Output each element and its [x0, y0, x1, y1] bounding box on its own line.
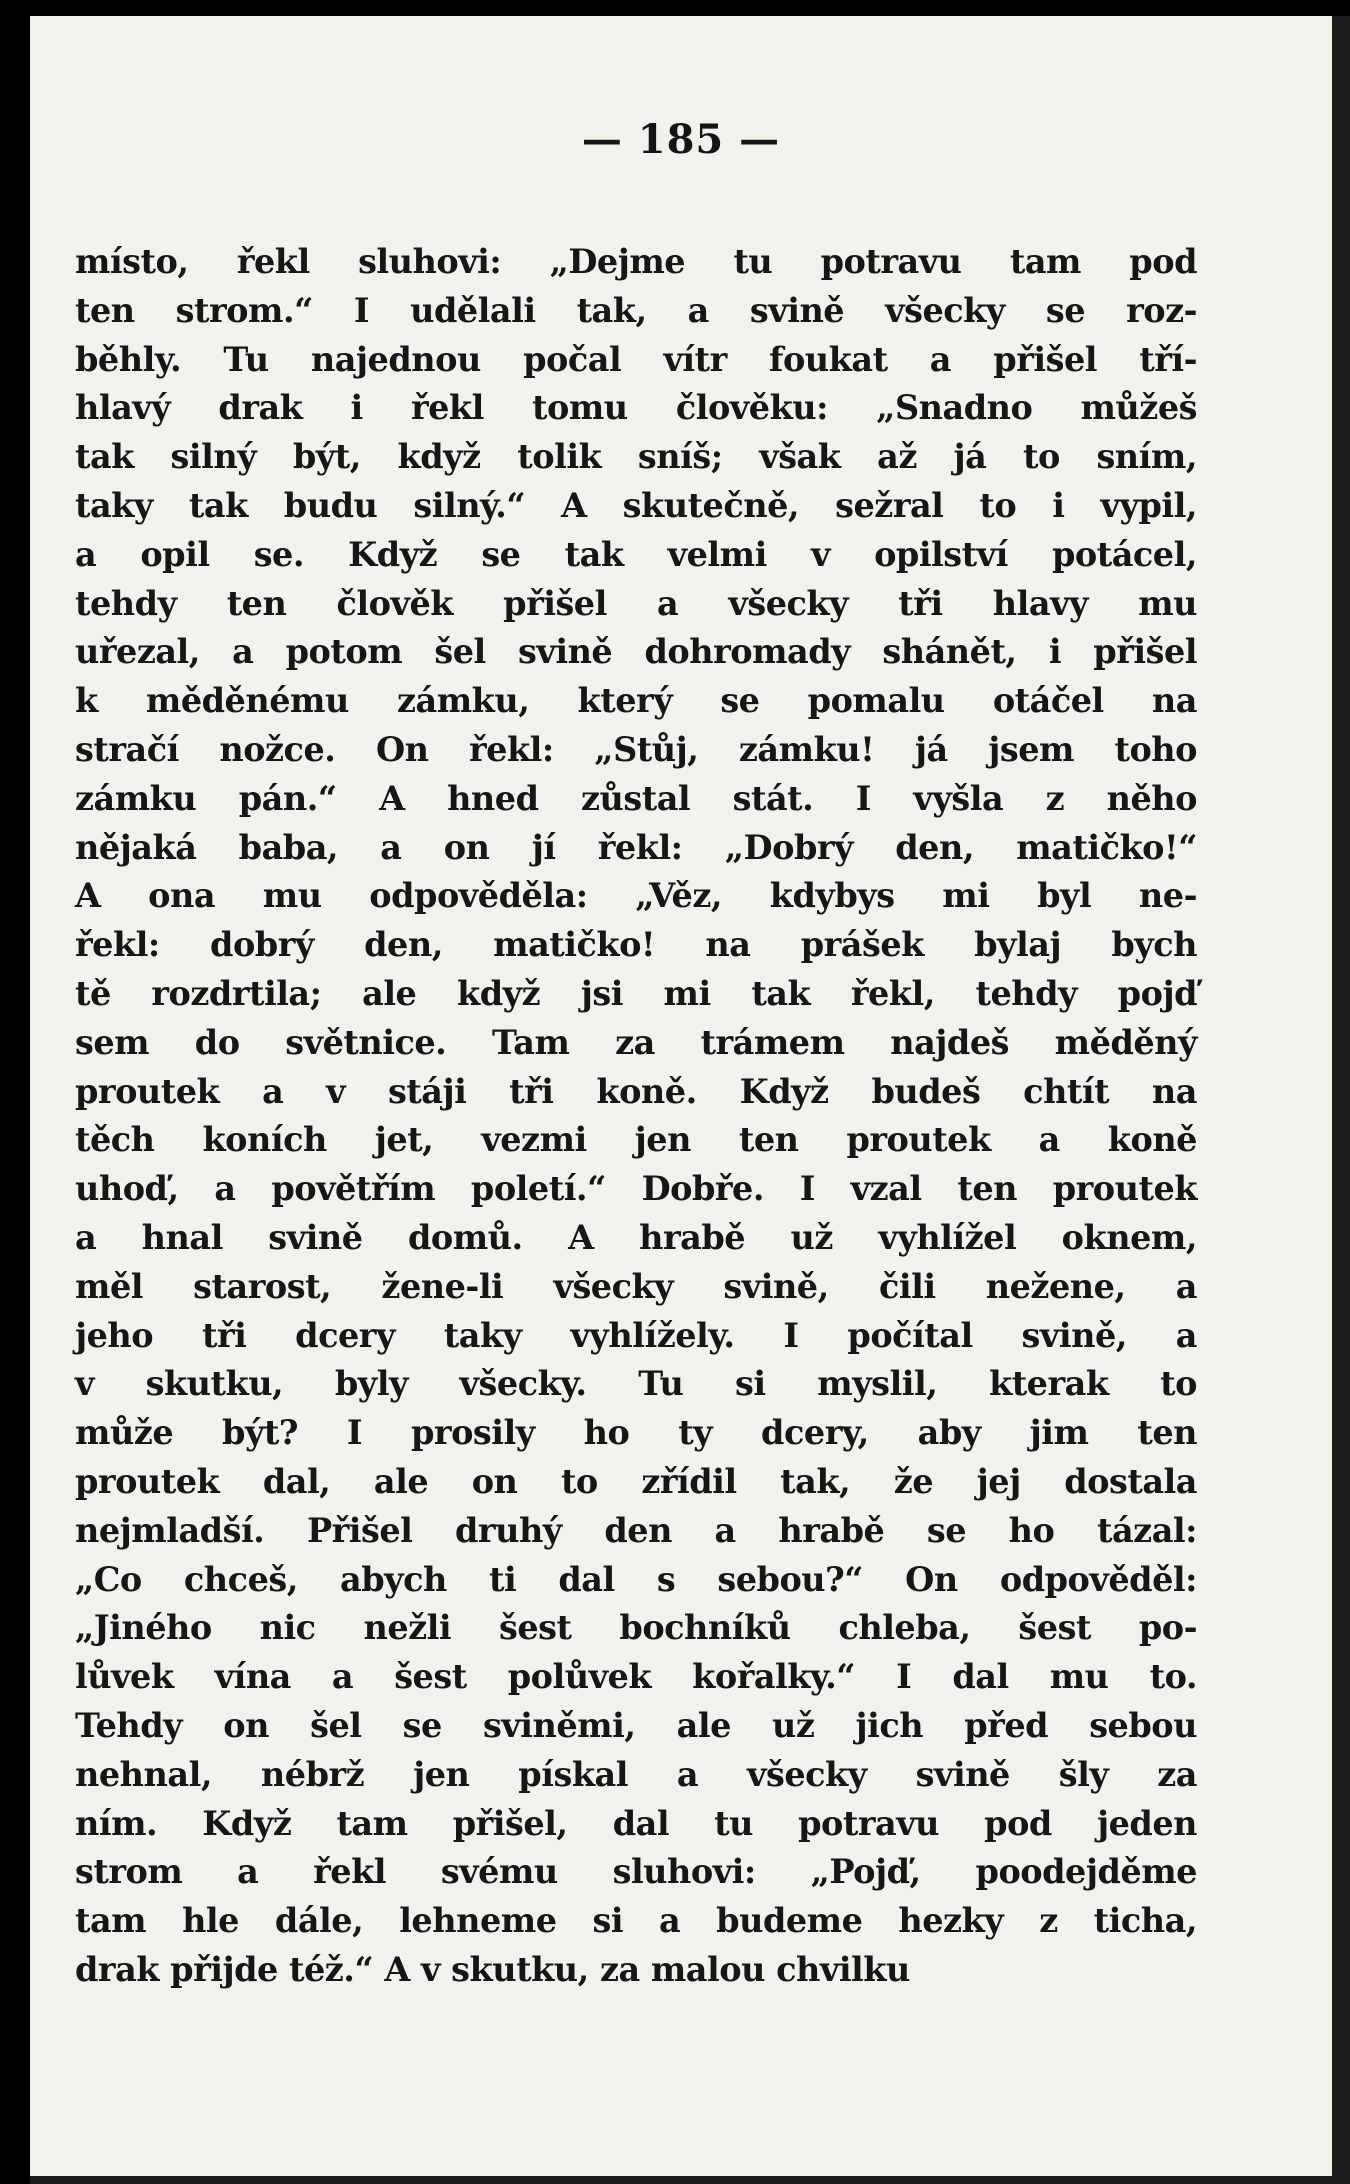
text-line: hlavý drak i řekl tomu člověku: „Snadno můžeš — [75, 388, 1197, 428]
text-line: proutek a v stáji tři koně. Když budeš chtít na — [75, 1071, 1197, 1111]
text-line: ním. Když tam přišel, dal tu potravu pod jeden — [75, 1803, 1197, 1843]
text-line: „Co chceš, abych ti dal s sebou?“ On odpověděl: — [75, 1559, 1197, 1599]
text-line: k měděnému zámku, který se pomalu otáčel na — [75, 681, 1197, 721]
text-line: stračí nožce. On řekl: „Stůj, zámku! já jsem toho — [75, 729, 1197, 769]
body-text — [75, 238, 1197, 1995]
text-line: Tehdy on šel se sviněmi, ale už jich před sebou — [75, 1705, 1197, 1745]
text-line: uřezal, a potom šel svině dohromady shánět, i přišel — [75, 632, 1197, 672]
text-line: nejmladší. Přišel druhý den a hrabě se ho tázal: — [75, 1510, 1197, 1550]
text-line: taky tak budu silný.“ A skutečně, sežral to i vypil, — [75, 485, 1197, 525]
top-scan-border — [0, 0, 1350, 16]
text-line: sem do světnice. Tam za trámem najdeš měděný — [75, 1022, 1197, 1062]
text-line: tak silný být, když tolik sníš; však až já to sním, — [75, 437, 1197, 477]
text-line: místo, řekl sluhovi: „Dejme tu potravu tam pod — [75, 242, 1197, 281]
text-line: ten strom.“ I udělali tak, a svině všecky se roz- — [75, 290, 1197, 330]
text-line: zámku pán.“ A hned zůstal stát. I vyšla z něho — [75, 778, 1197, 818]
text-line: v skutku, byly všecky. Tu si myslil, kterak to — [75, 1364, 1197, 1404]
page-sheet — [30, 16, 1332, 2176]
text-line: tě rozdrtila; ale když jsi mi tak řekl, tehdy pojď — [75, 973, 1197, 1013]
text-line: a opil se. Když se tak velmi v opilství potácel, — [75, 534, 1197, 574]
text-line: tam hle dále, lehneme si a budeme hezky z ticha, — [75, 1901, 1197, 1941]
page-number: — 185 — — [581, 116, 781, 163]
text-line: tehdy ten člověk přišel a všecky tři hlavy mu — [75, 583, 1197, 623]
text-line: řekl: dobrý den, matičko! na prášek bylaj bych — [75, 925, 1197, 965]
text-line: strom a řekl svému sluhovi: „Pojď, poodejděme — [75, 1852, 1197, 1892]
text-line: měl starost, žene-li všecky svině, čili nežene, a — [75, 1266, 1197, 1306]
text-line: nějaká baba, a on jí řekl: „Dobrý den, matičko!“ — [75, 827, 1197, 867]
text-line: nehnal, nébrž jen pískal a všecky svině šly za — [75, 1754, 1197, 1794]
left-scan-border — [0, 0, 30, 2184]
text-line: těch koních jet, vezmi jen ten proutek a koně — [75, 1120, 1197, 1160]
text-line: a hnal svině domů. A hrabě už vyhlížel oknem, — [75, 1217, 1197, 1257]
text-line: jeho tři dcery taky vyhlížely. I počítal svině, a — [75, 1315, 1197, 1355]
text-line: proutek dal, ale on to zřídil tak, že jej dostala — [75, 1461, 1197, 1501]
text-line: může být? I prosily ho ty dcery, aby jim ten — [75, 1413, 1197, 1453]
text-line: uhoď, a povětřím poletí.“ Dobře. I vzal ten proutek — [75, 1169, 1197, 1209]
text-line: drak přijde též.“ A v skutku, za malou chvilku — [75, 1949, 910, 1989]
text-line: lůvek vína a šest polůvek kořalky.“ I dal mu to. — [75, 1657, 1197, 1697]
text-line: běhly. Tu najednou počal vítr foukat a přišel tří- — [75, 339, 1197, 379]
text-line: „Jiného nic nežli šest bochníků chleba, šest po- — [75, 1608, 1197, 1648]
text-line: A ona mu odpověděla: „Věz, kdybys mi byl ne- — [75, 876, 1197, 916]
